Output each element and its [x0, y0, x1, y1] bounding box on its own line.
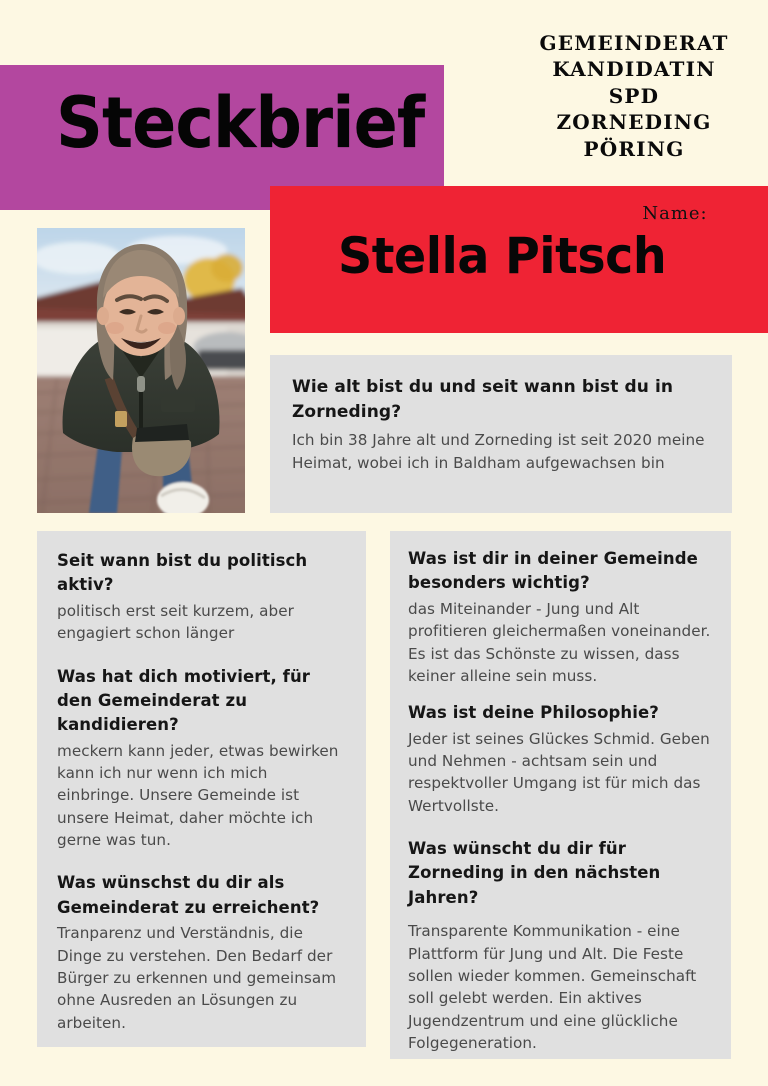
- answer-motivation: meckern kann jeder, etwas bewirken kann ich nur wenn ich mich einbringe. Unsere Gemeinde ist unsere Heimat, daher möchte ich gerne was tun.: [57, 741, 339, 850]
- qa-block: [408, 837, 713, 1054]
- page-title: Steckbrief: [56, 82, 425, 164]
- photo-illustration: [37, 228, 245, 513]
- kicker-line-1: GEMEINDERAT: [539, 31, 729, 55]
- qa-block: [408, 701, 713, 817]
- answer-age-residence: Ich bin 38 Jahre alt und Zorneding ist seit 2020 meine Heimat, wobei ich in Baldham aufgewachsen bin: [292, 431, 705, 472]
- panel-left-column: [37, 531, 366, 1047]
- answer-political-since: politisch erst seit kurzem, aber engagiert schon länger: [57, 601, 294, 643]
- qa-block: [57, 549, 346, 645]
- question-age-residence: Wie alt bist du und seit wann bist du in Zorneding?: [292, 377, 674, 423]
- header-kicker: [500, 30, 768, 162]
- question-goals: Was wünschst du dir als Gemeinderat zu erreichent?: [57, 873, 320, 917]
- question-important-community: Was ist dir in deiner Gemeinde besonders wichtig?: [408, 549, 698, 593]
- answer-future-zorneding: Transparente Kommunikation - eine Plattform für Jung und Alt. Die Feste sollen wieder kommen. Gemeinschaft soll gelebt werden. Ein aktives Jugendzentrum und eine glückliche Folgegeneration.: [408, 922, 697, 1052]
- kicker-line-3: SPD: [608, 83, 660, 108]
- question-future-zorneding: Was wünscht du dir für Zorneding in den nächsten Jahren?: [408, 838, 661, 907]
- panel-intro: [270, 355, 732, 513]
- answer-goals: Tranparenz und Verständnis, die Dinge zu verstehen. Den Bedarf der Bürger zu erkennen und gemeinsam ohne Ausreden an Lösungen zu arbeiten.: [57, 924, 337, 1032]
- question-philosophy: Was ist deine Philosophie?: [408, 703, 659, 723]
- answer-important-community: das Miteinander - Jung und Alt profitieren gleichermaßen voneinander. Es ist das Schönste zu wissen, dass keiner alleine sein muss.: [408, 599, 711, 685]
- question-political-since: Seit wann bist du politisch aktiv?: [57, 551, 308, 595]
- qa-block: [57, 665, 346, 852]
- candidate-name: Stella Pitsch: [338, 227, 667, 285]
- kicker-line-2: KANDIDATIN: [552, 57, 716, 82]
- kicker-line-5: PÖRING: [583, 136, 685, 161]
- name-label: Name:: [642, 203, 708, 224]
- qa-block: [57, 871, 346, 1034]
- candidate-photo: [37, 228, 245, 513]
- qa-block: [408, 547, 713, 687]
- panel-right-column: [390, 531, 731, 1059]
- question-motivation: Was hat dich motiviert, für den Gemeinderat zu kandidieren?: [57, 666, 311, 735]
- answer-philosophy: Jeder ist seines Glückes Schmid. Geben und Nehmen - achtsam sein und respektvoller Umgang ist für mich das Wertvollste.: [408, 729, 710, 815]
- kicker-line-4: ZORNEDING: [556, 110, 712, 135]
